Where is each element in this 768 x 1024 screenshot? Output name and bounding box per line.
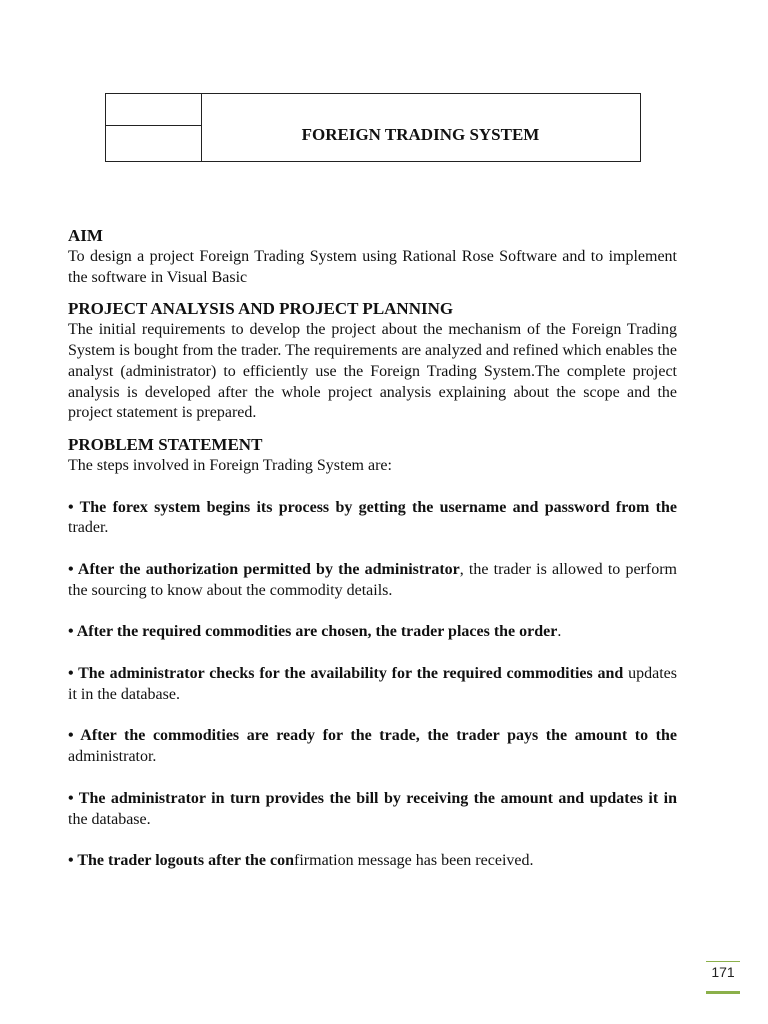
- document-title: FOREIGN TRADING SYSTEM: [301, 124, 540, 144]
- document-body: [68, 226, 677, 872]
- step-text: the database.: [68, 810, 151, 828]
- step-text: .: [557, 623, 562, 641]
- step-bold-text: • The administrator in turn provides the bill by receiving the amount and updates it in: [68, 789, 677, 807]
- problem-step: [68, 622, 677, 643]
- problem-step: [68, 560, 677, 602]
- step-bold-text: • The trader logouts after the con: [68, 852, 295, 870]
- step-text: administrator.: [68, 748, 157, 766]
- page-number-rule-top: [706, 961, 740, 962]
- analysis-text: The initial requirements to develop the project about the mechanism of the Foreign Trading System is bought from the trader. The requirements are analyzed and refined which enables the analyst (administrator) to efficiently use the Foreign Trading System.The complete project analysis is developed after the whole project analysis explaining about the scope and the project statement is prepared.: [68, 321, 677, 422]
- problem-intro: The steps involved in Foreign Trading System are:: [68, 456, 392, 474]
- analysis-heading: PROJECT ANALYSIS AND PROJECT PLANNING: [68, 299, 454, 319]
- aim-section: [68, 226, 677, 288]
- page-number: 171: [711, 964, 735, 980]
- step-text: firmation message has been received.: [294, 852, 534, 870]
- cell-divider: [106, 125, 201, 126]
- step-bold-text: • After the required commodities are chosen, the trader places the order: [68, 623, 558, 641]
- step-bold-text: • After the commodities are ready for the trade, the trader pays the amount to the: [68, 727, 677, 745]
- problem-step: [68, 664, 677, 706]
- header-table: [105, 93, 641, 162]
- problem-step: [68, 789, 677, 831]
- step-bold-text: • The administrator checks for the availability for the required commodities and: [68, 664, 624, 682]
- step-text: trader.: [68, 519, 109, 537]
- step-bold-text: • After the authorization permitted by the administrator: [68, 560, 460, 578]
- step-bold-text: • The forex system begins its process by getting the username and password from the: [68, 498, 677, 516]
- problem-step: [68, 726, 677, 768]
- aim-text: To design a project Foreign Trading System using Rational Rose Software and to implement the software in Visual Basic: [68, 247, 677, 286]
- problem-section: [68, 435, 677, 872]
- header-empty-cells: [106, 94, 202, 161]
- aim-heading: AIM: [68, 226, 103, 245]
- analysis-section: [68, 299, 677, 424]
- problem-heading: PROBLEM STATEMENT: [68, 435, 263, 455]
- step-text: updates it in the database.: [68, 664, 678, 703]
- page-number-rule-bottom: [706, 991, 740, 994]
- step-text: , the trader is allowed to perform the sourcing to know about the commodity details.: [68, 560, 677, 599]
- problem-step: [68, 851, 677, 872]
- problem-step: [68, 498, 677, 540]
